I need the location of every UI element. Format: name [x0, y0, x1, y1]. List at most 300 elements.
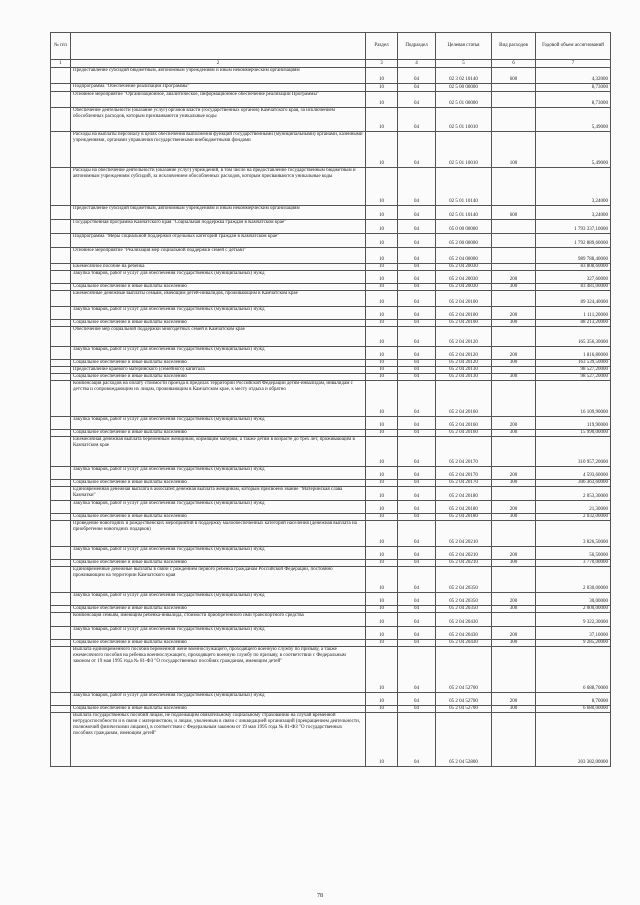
table-header-row: [51, 33, 611, 60]
cell-name: Выплата государственных пособий лицам, не подлежащим обязательному социальному страхованию на случай временной нетрудоспособности и в связи с материнством, и лицам, уволенным в связи с ликвидацией организаций (прекращением деятельности, полномочий физическими лицами), в соответствии с Федеральным законом от 19 мая 1995 года № 81-ФЗ "О государственных пособиях гражданам, имеющим детей": [71, 713, 366, 767]
cell-expense-type: [492, 234, 536, 248]
cell-name: Социальное обеспечение и иные выплаты населению: [71, 514, 366, 521]
table-row: [51, 593, 611, 606]
cell-section: 10: [366, 647, 398, 693]
cell-target-article: 05 0 00 00000: [436, 220, 492, 234]
cell-target-article: 02 5 01 10010: [436, 132, 492, 168]
cell-subsection: 04: [398, 430, 436, 437]
cell-expense-type: 300: [492, 284, 536, 291]
cell-expense-type: [492, 92, 536, 108]
table-row: [51, 521, 611, 547]
cell-amount: 3 770,00000: [536, 560, 611, 567]
cell-expense-type: 100: [492, 132, 536, 168]
cell-amount: 6 680,00000: [536, 706, 611, 713]
cell-target-article: 05 2 04 52800: [436, 713, 492, 767]
table-row: [51, 284, 611, 291]
table-row: [51, 84, 611, 92]
cell-target-article: 05 2 04 20100: [436, 307, 492, 320]
cell-number: [51, 291, 71, 307]
cell-target-article: 05 2 04 20210: [436, 521, 492, 547]
cell-expense-type: 200: [492, 307, 536, 320]
cell-subsection: 04: [398, 567, 436, 593]
cell-expense-type: 300: [492, 514, 536, 521]
cell-expense-type: 200: [492, 547, 536, 560]
cell-expense-type: [492, 713, 536, 767]
cell-subsection: 04: [398, 593, 436, 606]
cell-subsection: 04: [398, 560, 436, 567]
cell-number: [51, 248, 71, 264]
cell-amount: 1 111,20000: [536, 307, 611, 320]
cell-subsection: 04: [398, 480, 436, 487]
cell-expense-type: [492, 567, 536, 593]
cell-name: Закупка товаров, работ и услуг для обеспечения государственных (муниципальных) нужд: [71, 501, 366, 514]
cell-section: 10: [366, 613, 398, 627]
cell-name: Закупка товаров, работ и услуг для обеспечения государственных (муниципальных) нужд: [71, 547, 366, 560]
cell-section: 10: [366, 327, 398, 347]
cell-number: [51, 613, 71, 627]
cell-number: [51, 593, 71, 606]
table-row: [51, 417, 611, 430]
cell-expense-type: [492, 264, 536, 271]
cell-name: Социальное обеспечение и иные выплаты населению: [71, 320, 366, 327]
cell-number: [51, 92, 71, 108]
cell-amount: 3,24000: [536, 206, 611, 220]
cell-target-article: 02 5 01 00000: [436, 92, 492, 108]
table-row: [51, 647, 611, 693]
cell-subsection: 04: [398, 613, 436, 627]
table-row: [51, 627, 611, 640]
cell-subsection: 04: [398, 606, 436, 613]
cell-amount: 6 688,70000: [536, 647, 611, 693]
table-row: [51, 501, 611, 514]
table-row: [51, 92, 611, 108]
cell-name: Единовременная денежная выплата в associated денежная выплата женщинам, которым присвоено звание "Материнская слава Камчатки": [71, 487, 366, 501]
cell-number: [51, 706, 71, 713]
cell-amount: 1 816,80000: [536, 347, 611, 360]
cell-subsection: 04: [398, 206, 436, 220]
cell-name: Социальное обеспечение и иные выплаты населению: [71, 706, 366, 713]
cell-number: [51, 467, 71, 480]
cell-name: Расходы на обеспечение деятельности (оказание услуг) учреждений, в том числе на предоставление государственным бюджетным и автономным учреждениям субсидий, за исключением обособленных расходов, которым присваиваются уникальные коды: [71, 168, 366, 206]
cell-section: 10: [366, 437, 398, 467]
cell-target-article: 02 5 01 10140: [436, 206, 492, 220]
cell-expense-type: 200: [492, 501, 536, 514]
cell-target-article: 05 2 04 52700: [436, 693, 492, 706]
cell-target-article: 05 2 04 20430: [436, 627, 492, 640]
table-row: [51, 706, 611, 713]
cell-target-article: 02 5 01 10010: [436, 108, 492, 132]
table-row: [51, 168, 611, 206]
cell-subsection: 04: [398, 327, 436, 347]
cell-expense-type: [492, 84, 536, 92]
header-subsection: Подраздел: [398, 33, 436, 60]
cell-amount: 15 990,00000: [536, 430, 611, 437]
header-number: № п/п: [51, 33, 71, 60]
table-row: [51, 487, 611, 501]
cell-section: 10: [366, 640, 398, 647]
table-row: [51, 430, 611, 437]
cell-name: Предоставление субсидий бюджетным, автономным учреждениям и иным некоммерческим организациям: [71, 68, 366, 84]
cell-target-article: 05 2 04 52700: [436, 647, 492, 693]
cell-section: 10: [366, 514, 398, 521]
cell-section: 10: [366, 430, 398, 437]
cell-name: Социальное обеспечение и иные выплаты населению: [71, 606, 366, 613]
cell-number: [51, 132, 71, 168]
cell-amount: 2 032,00000: [536, 514, 611, 521]
cell-name: Расходы на выплаты персоналу в целях обеспечения выполнения функций государственными (муниципальными) органами, казенными учреждениями, органами управления государственными внебюджетными фондами: [71, 132, 366, 168]
cell-expense-type: 300: [492, 360, 536, 367]
cell-subsection: 04: [398, 360, 436, 367]
cell-section: 10: [366, 487, 398, 501]
cell-target-article: 05 2 04 20210: [436, 560, 492, 567]
cell-section: 10: [366, 291, 398, 307]
cell-target-article: 05 2 04 20160: [436, 381, 492, 417]
cell-target-article: 05 2 04 20170: [436, 467, 492, 480]
cell-subsection: 04: [398, 307, 436, 320]
cell-target-article: 05 2 04 20350: [436, 606, 492, 613]
cell-target-article: 05 2 04 20120: [436, 360, 492, 367]
table-row: [51, 606, 611, 613]
cell-amount: 21,30000: [536, 501, 611, 514]
cell-target-article: 05 2 04 20430: [436, 640, 492, 647]
table-row: [51, 374, 611, 381]
cell-expense-type: 200: [492, 347, 536, 360]
cell-amount: 3,24000: [536, 168, 611, 206]
table-row: [51, 248, 611, 264]
cell-section: 10: [366, 307, 398, 320]
column-number: 5: [436, 60, 492, 68]
cell-expense-type: 200: [492, 593, 536, 606]
cell-section: 10: [366, 367, 398, 374]
cell-name: Социальное обеспечение и иные выплаты населению: [71, 430, 366, 437]
column-number: 3: [366, 60, 398, 68]
cell-subsection: 04: [398, 647, 436, 693]
cell-section: 10: [366, 567, 398, 593]
cell-target-article: 05 2 04 20430: [436, 613, 492, 627]
cell-subsection: 04: [398, 264, 436, 271]
cell-target-article: 05 2 04 00000: [436, 248, 492, 264]
cell-amount: 8,70000: [536, 693, 611, 706]
column-number: 1: [51, 60, 71, 68]
cell-target-article: 05 2 04 20100: [436, 291, 492, 307]
cell-name: Основное мероприятие "Организационное, аналитическое, информационное обеспечение реализации Программы": [71, 92, 366, 108]
cell-section: 10: [366, 220, 398, 234]
cell-amount: 2 030,00000: [536, 567, 611, 593]
cell-target-article: 02 5 00 00000: [436, 84, 492, 92]
cell-subsection: 04: [398, 284, 436, 291]
cell-number: [51, 627, 71, 640]
cell-section: 10: [366, 234, 398, 248]
cell-number: [51, 713, 71, 767]
table-row: [51, 206, 611, 220]
cell-subsection: 04: [398, 320, 436, 327]
cell-section: 10: [366, 68, 398, 84]
cell-number: [51, 487, 71, 501]
cell-amount: 1 793 337,10000: [536, 220, 611, 234]
cell-name: Закупка товаров, работ и услуг для обеспечения государственных (муниципальных) нужд: [71, 593, 366, 606]
cell-number: [51, 84, 71, 92]
cell-name: Подпрограмма "Меры социальной поддержки отдельных категорий граждан в Камчатском крае": [71, 234, 366, 248]
cell-target-article: 05 2 04 20180: [436, 501, 492, 514]
cell-name: Социальное обеспечение и иные выплаты населению: [71, 374, 366, 381]
cell-amount: 37,10000: [536, 627, 611, 640]
cell-name: Закупка товаров, работ и услуг для обеспечения государственных (муниципальных) нужд: [71, 627, 366, 640]
cell-number: [51, 437, 71, 467]
cell-number: [51, 264, 71, 271]
cell-subsection: 04: [398, 381, 436, 417]
table-row: [51, 640, 611, 647]
cell-subsection: 04: [398, 521, 436, 547]
table-body: [51, 68, 611, 767]
table-row: [51, 360, 611, 367]
cell-name: Государственная программа Камчатского края "Социальная поддержка граждан в Камчатском крае": [71, 220, 366, 234]
cell-expense-type: [492, 220, 536, 234]
cell-subsection: 04: [398, 437, 436, 467]
cell-section: 10: [366, 360, 398, 367]
cell-amount: 9 322,30000: [536, 613, 611, 627]
column-number-row: [51, 60, 611, 68]
cell-subsection: 04: [398, 374, 436, 381]
cell-expense-type: 300: [492, 606, 536, 613]
cell-subsection: 04: [398, 693, 436, 706]
cell-name: Закупка товаров, работ и услуг для обеспечения государственных (муниципальных) нужд: [71, 467, 366, 480]
cell-section: 10: [366, 381, 398, 417]
cell-amount: 2 053,30000: [536, 487, 611, 501]
cell-number: [51, 567, 71, 593]
cell-section: 10: [366, 84, 398, 92]
cell-amount: 203 382,00000: [536, 713, 611, 767]
cell-number: [51, 417, 71, 430]
cell-subsection: 04: [398, 108, 436, 132]
cell-number: [51, 206, 71, 220]
cell-expense-type: [492, 647, 536, 693]
table-row: [51, 713, 611, 767]
cell-name: Закупка товаров, работ и услуг для обеспечения государственных (муниципальных) нужд: [71, 307, 366, 320]
cell-number: [51, 347, 71, 360]
cell-number: [51, 220, 71, 234]
table-row: [51, 234, 611, 248]
cell-section: 10: [366, 627, 398, 640]
cell-amount: 83 481,00000: [536, 284, 611, 291]
cell-subsection: 04: [398, 84, 436, 92]
cell-number: [51, 320, 71, 327]
page-number: 78: [317, 893, 323, 899]
cell-amount: 327,60000: [536, 271, 611, 284]
table-row: [51, 547, 611, 560]
cell-section: 10: [366, 693, 398, 706]
cell-section: 10: [366, 560, 398, 567]
table-row: [51, 320, 611, 327]
cell-target-article: 05 2 04 20170: [436, 437, 492, 467]
cell-expense-type: 600: [492, 68, 536, 84]
cell-amount: 89 324,40000: [536, 291, 611, 307]
cell-name: Социальное обеспечение и иные выплаты населению: [71, 560, 366, 567]
cell-amount: 119,90000: [536, 417, 611, 430]
cell-number: [51, 360, 71, 367]
table-row: [51, 347, 611, 360]
cell-amount: 30,00000: [536, 593, 611, 606]
cell-subsection: 04: [398, 487, 436, 501]
cell-name: Предоставление краевого материнского (семейного) капитала: [71, 367, 366, 374]
cell-expense-type: 300: [492, 320, 536, 327]
cell-target-article: 05 2 00 00000: [436, 234, 492, 248]
cell-amount: 5,49000: [536, 108, 611, 132]
table-row: [51, 367, 611, 374]
cell-expense-type: 300: [492, 374, 536, 381]
cell-target-article: 05 2 04 20120: [436, 347, 492, 360]
cell-amount: 1 792 889,60000: [536, 234, 611, 248]
cell-amount: 306 363,60000: [536, 480, 611, 487]
cell-subsection: 04: [398, 713, 436, 767]
cell-name: Основное мероприятие "Реализация мер социальной поддержки семей с детьми": [71, 248, 366, 264]
cell-number: [51, 693, 71, 706]
table-row: [51, 291, 611, 307]
cell-number: [51, 367, 71, 374]
cell-target-article: 05 2 04 20030: [436, 271, 492, 284]
cell-subsection: 04: [398, 417, 436, 430]
cell-expense-type: 200: [492, 693, 536, 706]
table-row: [51, 108, 611, 132]
column-number: 7: [536, 60, 611, 68]
cell-section: 10: [366, 108, 398, 132]
cell-subsection: 04: [398, 501, 436, 514]
cell-target-article: 05 2 04 20120: [436, 327, 492, 347]
cell-number: [51, 271, 71, 284]
cell-expense-type: [492, 327, 536, 347]
cell-number: [51, 430, 71, 437]
cell-section: 10: [366, 92, 398, 108]
cell-amount: 4 593,60000: [536, 467, 611, 480]
cell-number: [51, 521, 71, 547]
cell-target-article: 05 2 04 20130: [436, 374, 492, 381]
cell-amount: 16 109,90000: [536, 381, 611, 417]
cell-amount: 88 213,20000: [536, 320, 611, 327]
cell-amount: 9 285,20000: [536, 640, 611, 647]
cell-expense-type: [492, 521, 536, 547]
cell-target-article: 05 2 04 20350: [436, 593, 492, 606]
header-section: Раздел: [366, 33, 398, 60]
cell-name: Закупка товаров, работ и услуг для обеспечения государственных (муниципальных) нужд: [71, 347, 366, 360]
table-row: [51, 467, 611, 480]
cell-subsection: 04: [398, 248, 436, 264]
cell-section: 10: [366, 320, 398, 327]
cell-expense-type: 600: [492, 206, 536, 220]
header-target-article: Целевая статья: [436, 33, 492, 60]
column-number: 2: [71, 60, 366, 68]
cell-expense-type: [492, 487, 536, 501]
cell-subsection: 04: [398, 367, 436, 374]
cell-expense-type: [492, 168, 536, 206]
cell-name: Единовременные денежные выплаты в связи с рождением первого ребенка гражданам Российской Федерации, постоянно проживающим на территории Камчатского края: [71, 567, 366, 593]
cell-subsection: 04: [398, 514, 436, 521]
cell-section: 10: [366, 521, 398, 547]
cell-target-article: 05 2 04 20160: [436, 417, 492, 430]
table-row: [51, 381, 611, 417]
cell-section: 10: [366, 706, 398, 713]
cell-name: Закупка товаров, работ и услуг для обеспечения государственных (муниципальных) нужд: [71, 693, 366, 706]
cell-amount: 8,73000: [536, 84, 611, 92]
cell-subsection: 04: [398, 92, 436, 108]
cell-number: [51, 374, 71, 381]
cell-section: 10: [366, 248, 398, 264]
cell-target-article: 05 2 04 20030: [436, 264, 492, 271]
cell-name: Ежемесячные денежные выплаты семьям, имеющим детей-инвалидов, проживающим в Камчатском крае: [71, 291, 366, 307]
cell-number: [51, 234, 71, 248]
cell-expense-type: 300: [492, 706, 536, 713]
cell-number: [51, 560, 71, 567]
column-number: 6: [492, 60, 536, 68]
cell-target-article: 05 2 04 20030: [436, 284, 492, 291]
cell-number: [51, 514, 71, 521]
cell-section: 10: [366, 264, 398, 271]
cell-amount: 2 000,00000: [536, 606, 611, 613]
header-expense-type: Вид расходов: [492, 33, 536, 60]
cell-target-article: 05 2 04 20130: [436, 367, 492, 374]
cell-subsection: 04: [398, 168, 436, 206]
cell-name: Обеспечение деятельности (оказание услуг) органов власти (государственных органов) Камчатского края, за исключением обособленных расходов, которым присваиваются уникальные коды: [71, 108, 366, 132]
cell-expense-type: [492, 437, 536, 467]
cell-section: 10: [366, 501, 398, 514]
cell-subsection: 04: [398, 132, 436, 168]
cell-section: 10: [366, 284, 398, 291]
cell-subsection: 04: [398, 627, 436, 640]
cell-section: 10: [366, 206, 398, 220]
cell-subsection: 04: [398, 68, 436, 84]
cell-section: 10: [366, 713, 398, 767]
cell-expense-type: 200: [492, 627, 536, 640]
cell-amount: 83 808,60000: [536, 264, 611, 271]
cell-amount: 4,32000: [536, 68, 611, 84]
cell-number: [51, 68, 71, 84]
cell-name: Ежемесячная денежная выплата беременным женщинам, кормящим матерям, а также детям в возрасте до трех лет, проживающим в Камчатском крае: [71, 437, 366, 467]
table-row: [51, 264, 611, 271]
cell-name: Закупка товаров, работ и услуг для обеспечения государственных (муниципальных) нужд: [71, 417, 366, 430]
cell-number: [51, 381, 71, 417]
cell-section: 10: [366, 547, 398, 560]
cell-name: Проведение новогодних и рождественских мероприятий в поддержку малообеспеченных категорий населения (денежная выплата на приобретение новогодних подарков): [71, 521, 366, 547]
cell-target-article: 05 2 04 20180: [436, 514, 492, 521]
cell-subsection: 04: [398, 547, 436, 560]
cell-section: 10: [366, 467, 398, 480]
table-row: [51, 437, 611, 467]
cell-number: [51, 108, 71, 132]
cell-expense-type: [492, 291, 536, 307]
cell-name: Социальное обеспечение и иные выплаты населению: [71, 480, 366, 487]
cell-subsection: 04: [398, 467, 436, 480]
cell-target-article: 05 2 04 20170: [436, 480, 492, 487]
cell-name: Подпрограмма "Обеспечение реализации Программы": [71, 84, 366, 92]
cell-amount: 8,73000: [536, 92, 611, 108]
cell-target-article: 05 2 04 20100: [436, 320, 492, 327]
table-row: [51, 68, 611, 84]
cell-number: [51, 640, 71, 647]
table-row: [51, 693, 611, 706]
cell-number: [51, 168, 71, 206]
cell-subsection: 04: [398, 706, 436, 713]
cell-expense-type: 300: [492, 640, 536, 647]
cell-target-article: 05 2 04 20350: [436, 567, 492, 593]
cell-expense-type: [492, 108, 536, 132]
table-row: [51, 514, 611, 521]
cell-expense-type: [492, 367, 536, 374]
table-row: [51, 327, 611, 347]
cell-section: 10: [366, 168, 398, 206]
cell-subsection: 04: [398, 347, 436, 360]
cell-target-article: 05 2 04 20180: [436, 487, 492, 501]
table-row: [51, 307, 611, 320]
cell-number: [51, 327, 71, 347]
cell-name: Социальное обеспечение и иные выплаты населению: [71, 360, 366, 367]
